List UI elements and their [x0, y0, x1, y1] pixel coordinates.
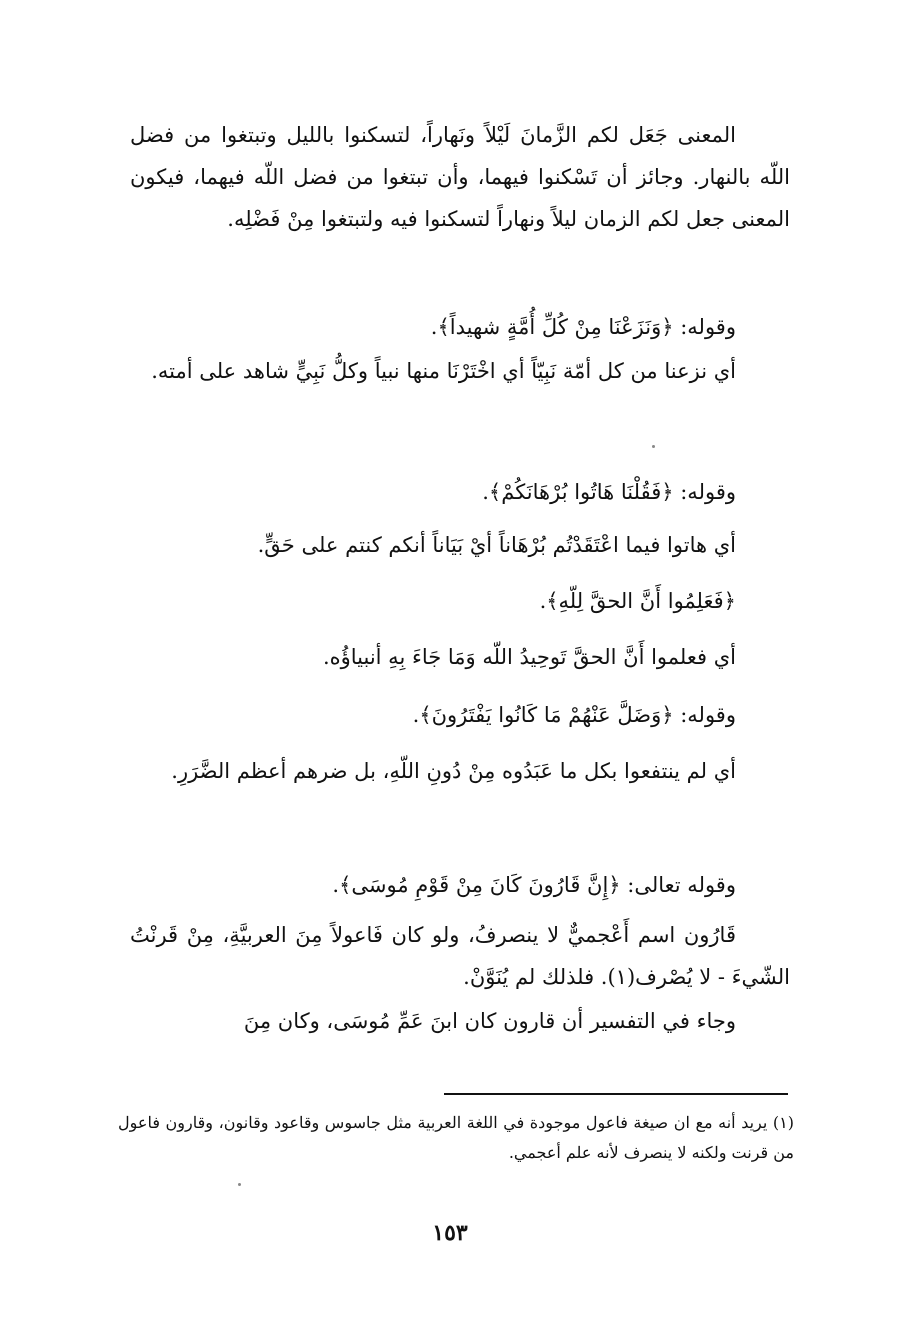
- paragraph-4: وقوله: ﴿فَقُلْنَا هَاتُوا بُرْهَانَكُمْ﴾.: [482, 480, 736, 504]
- paragraph-7: أي فعلموا أَنَّ الحقَّ تَوحِيدُ اللّه وَمَا جَاءَ بِهِ أنبياؤُه.: [322, 645, 736, 669]
- paragraph-1: المعنى جَعَل لكم الزَّمانَ لَيْلاً ونَهاراً، لتسكنوا بالليل وتبتغوا من فضل اللّه بالنهار. وجائز أن تَسْكنوا فيهما، وأن تبتغوا من فضل اللّه فيهما، فيكون المعنى جعل لكم الزمان ليلاً ونهاراً لتسكنوا فيه ولتبتغوا مِنْ فَضْلِه.: [130, 123, 790, 231]
- footnote: (١) يريد أنه مع ان صيغة فاعول موجودة في اللغة العربية مثل جاسوس وقاعود وقانون، وقارون فاعول من قرنت ولكنه لا ينصرف لأنه علم أعجمي.: [118, 1113, 794, 1162]
- paragraph-2: وقوله: ﴿وَنَزَعْنَا مِنْ كُلِّ أُمَّةٍ شهيداً﴾.: [430, 315, 736, 339]
- paragraph-12: وجاء في التفسير أن قارون كان ابنَ عَمِّ مُوسَى، وكان مِنَ: [243, 1009, 736, 1033]
- paragraph-5: أي هاتوا فيما اعْتَقَدْتُم بُرْهَاناً أيْ بَيَاناً أنكم كنتم على حَقٍّ.: [257, 533, 736, 557]
- paragraph-6: ﴿فَعَلِمُوا أَنَّ الحقَّ لِلّهِ﴾.: [539, 589, 736, 613]
- scan-speck: [238, 1183, 241, 1186]
- footnote-separator: [444, 1093, 788, 1095]
- paragraph-3: أي نزعنا من كل أمّة نَبِيّاً أي اخْتَرْنَا منها نبياً وكلُّ نَبِيٍّ شاهد على أمته.: [151, 359, 736, 383]
- paragraph-9: أي لم ينتفعوا بكل ما عَبَدُوه مِنْ دُونِ اللّهِ، بل ضرهم أعظم الضَّرَرِ.: [171, 759, 736, 783]
- paragraph-10: وقوله تعالى: ﴿إِنَّ قَارُونَ كَانَ مِنْ قَوْمِ مُوسَى﴾.: [332, 873, 736, 897]
- scan-speck: [652, 445, 655, 448]
- paragraph-11: قَارُون اسم أَعْجميٌّ لا ينصرفُ، ولو كان فَاعولاً مِنَ العربيَّةِ، مِنْ قَرنْتُ الشّيءَ - لا يُصْرف(١). فلذلك لم يُنَوَّنْ.: [130, 923, 790, 989]
- page-number: ١٥٣: [432, 1220, 468, 1246]
- paragraph-8: وقوله: ﴿وَضَلَّ عَنْهُمْ مَا كَانُوا يَفْتَرُونَ﴾.: [412, 703, 736, 727]
